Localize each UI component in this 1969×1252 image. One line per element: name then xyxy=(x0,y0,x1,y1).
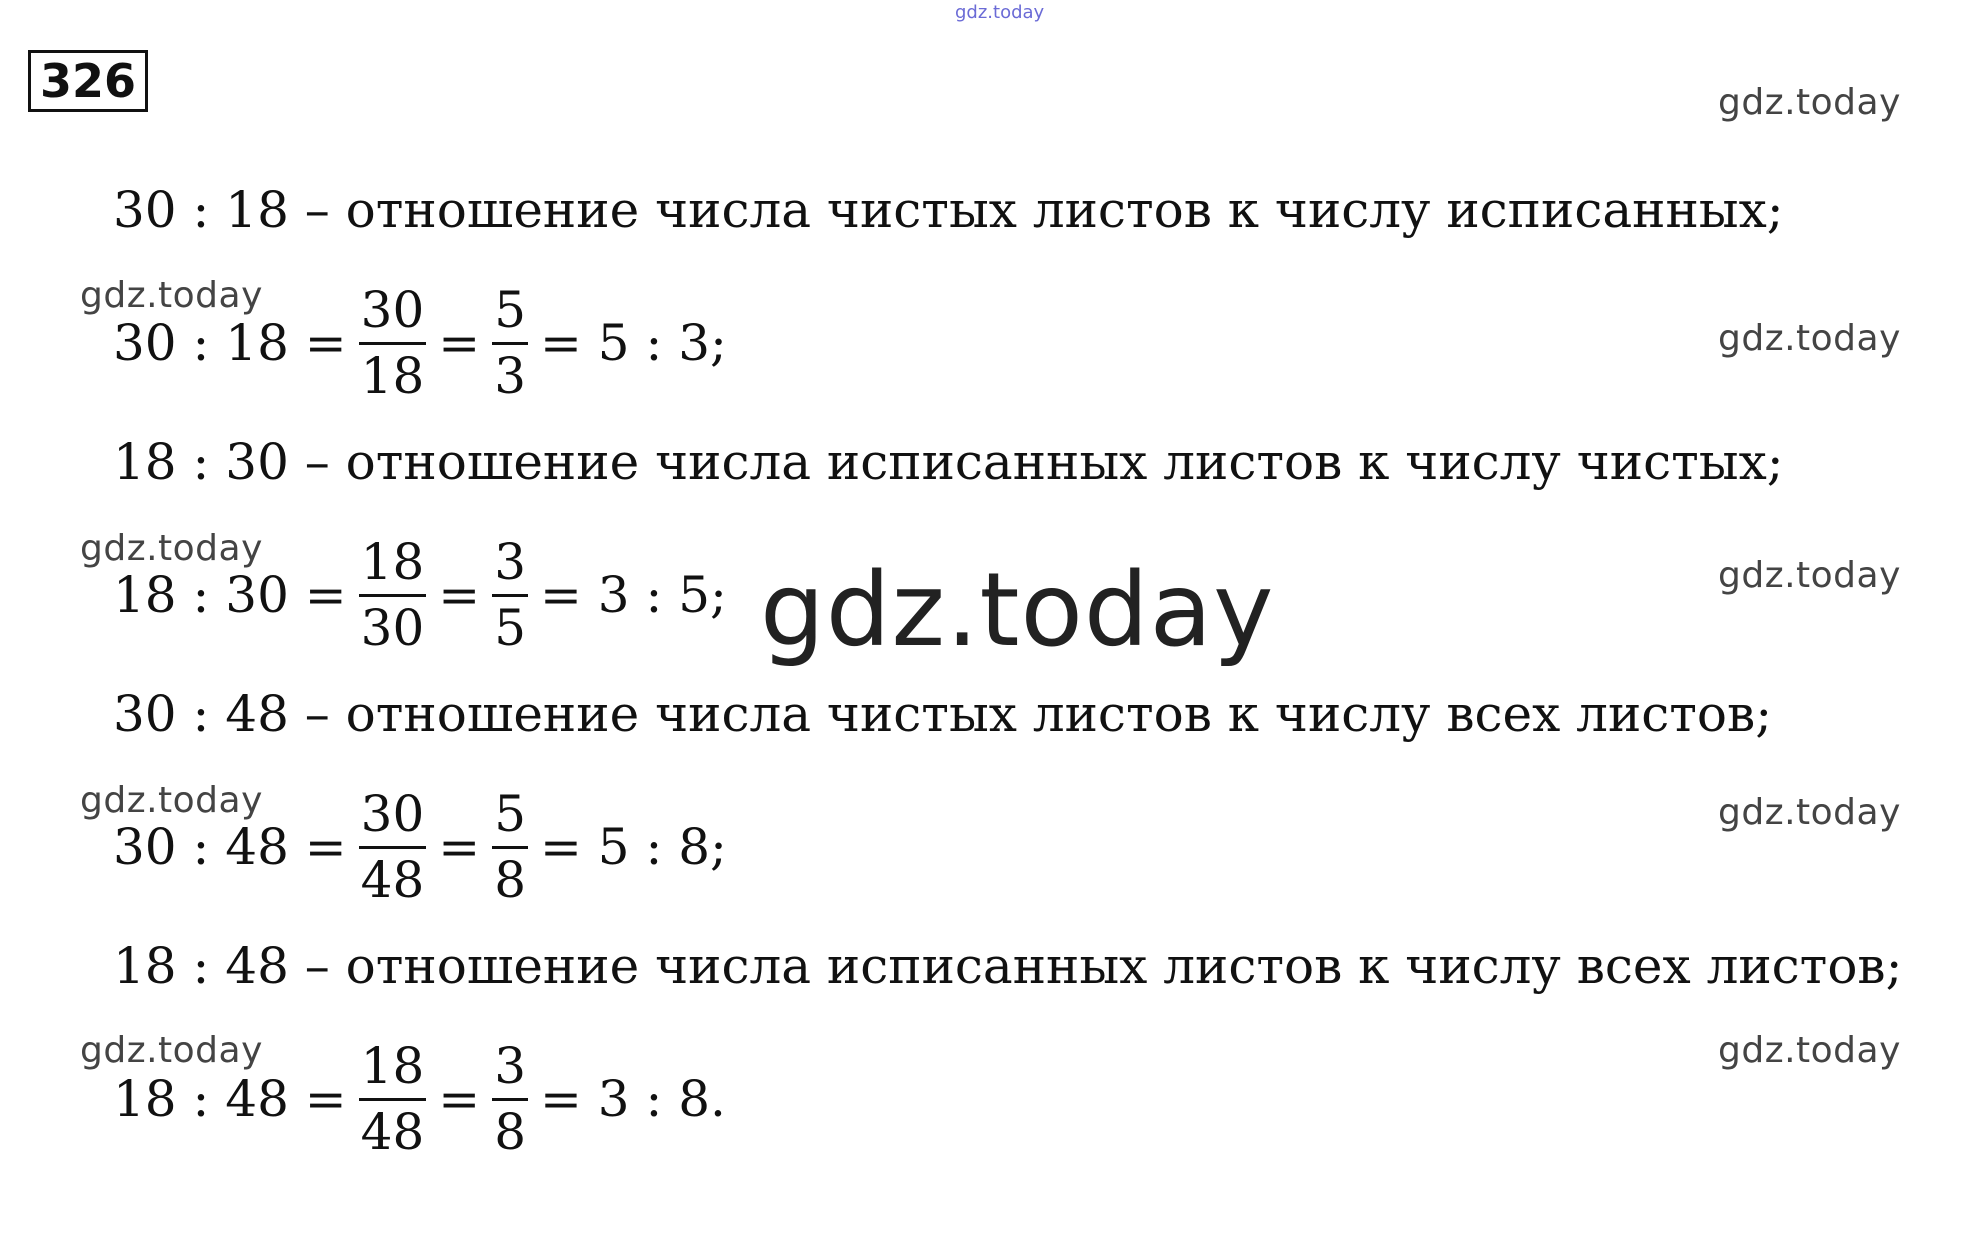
fraction xyxy=(492,785,528,910)
watermark: gdz.today xyxy=(1718,318,1901,359)
fraction-numerator: 3 xyxy=(494,1036,527,1095)
equation-left: 30 : 18 = xyxy=(113,314,347,372)
fraction-bar xyxy=(492,594,528,597)
fraction-denominator: 48 xyxy=(360,850,425,909)
ratio-description: 30 : 48 – отношение числа чистых листов к числу всех листов; xyxy=(113,685,1773,743)
fraction-numerator: 30 xyxy=(360,280,425,339)
watermark-large: gdz.today xyxy=(760,551,1275,670)
equals-sign: = xyxy=(438,566,481,624)
watermark: gdz.today xyxy=(80,528,263,569)
fraction-numerator: 5 xyxy=(494,280,527,339)
watermark: gdz.today xyxy=(1718,1030,1901,1071)
watermark: gdz.today xyxy=(80,1030,263,1071)
fraction xyxy=(359,281,427,406)
fraction-denominator: 8 xyxy=(494,1102,527,1161)
fraction-denominator: 48 xyxy=(360,1102,425,1161)
fraction-denominator: 3 xyxy=(494,346,527,405)
fraction xyxy=(492,1037,528,1162)
fraction-denominator: 18 xyxy=(360,346,425,405)
ratio-equation xyxy=(113,278,727,408)
fraction-bar xyxy=(359,342,427,345)
fraction-numerator: 18 xyxy=(360,532,425,591)
ratio-equation xyxy=(113,782,727,912)
equation-right: = 5 : 8; xyxy=(540,818,727,876)
fraction xyxy=(492,533,528,658)
ratio-description: 18 : 48 – отношение числа исписанных листов к числу всех листов; xyxy=(113,937,1903,995)
watermark: gdz.today xyxy=(1718,555,1901,596)
fraction-bar xyxy=(492,846,528,849)
ratio-equation xyxy=(113,1034,726,1164)
fraction-bar xyxy=(492,1098,528,1101)
fraction-denominator: 5 xyxy=(494,598,527,657)
equation-left: 18 : 48 = xyxy=(113,1070,347,1128)
fraction xyxy=(359,785,427,910)
problem-number: 326 xyxy=(28,50,148,112)
fraction-numerator: 30 xyxy=(360,784,425,843)
fraction-bar xyxy=(359,594,427,597)
fraction xyxy=(359,1037,427,1162)
fraction xyxy=(359,533,427,658)
watermark: gdz.today xyxy=(80,275,263,316)
fraction-numerator: 5 xyxy=(494,784,527,843)
fraction-numerator: 18 xyxy=(360,1036,425,1095)
fraction-bar xyxy=(359,1098,427,1101)
ratio-equation xyxy=(113,530,727,660)
fraction-denominator: 30 xyxy=(360,598,425,657)
fraction-bar xyxy=(492,342,528,345)
watermark: gdz.today xyxy=(80,780,263,821)
equation-left: 18 : 30 = xyxy=(113,566,347,624)
equals-sign: = xyxy=(438,818,481,876)
watermark-top: gdz.today xyxy=(955,2,1045,23)
equation-right: = 5 : 3; xyxy=(540,314,727,372)
fraction xyxy=(492,281,528,406)
fraction-denominator: 8 xyxy=(494,850,527,909)
watermark: gdz.today xyxy=(1718,82,1901,123)
equation-right: = 3 : 8. xyxy=(540,1070,726,1128)
equation-left: 30 : 48 = xyxy=(113,818,347,876)
watermark: gdz.today xyxy=(1718,792,1901,833)
equation-right: = 3 : 5; xyxy=(540,566,727,624)
ratio-description: 18 : 30 – отношение числа исписанных листов к числу чистых; xyxy=(113,433,1784,491)
fraction-bar xyxy=(359,846,427,849)
fraction-numerator: 3 xyxy=(494,532,527,591)
equals-sign: = xyxy=(438,1070,481,1128)
ratio-description: 30 : 18 – отношение числа чистых листов к числу исписанных; xyxy=(113,181,1784,239)
equals-sign: = xyxy=(438,314,481,372)
